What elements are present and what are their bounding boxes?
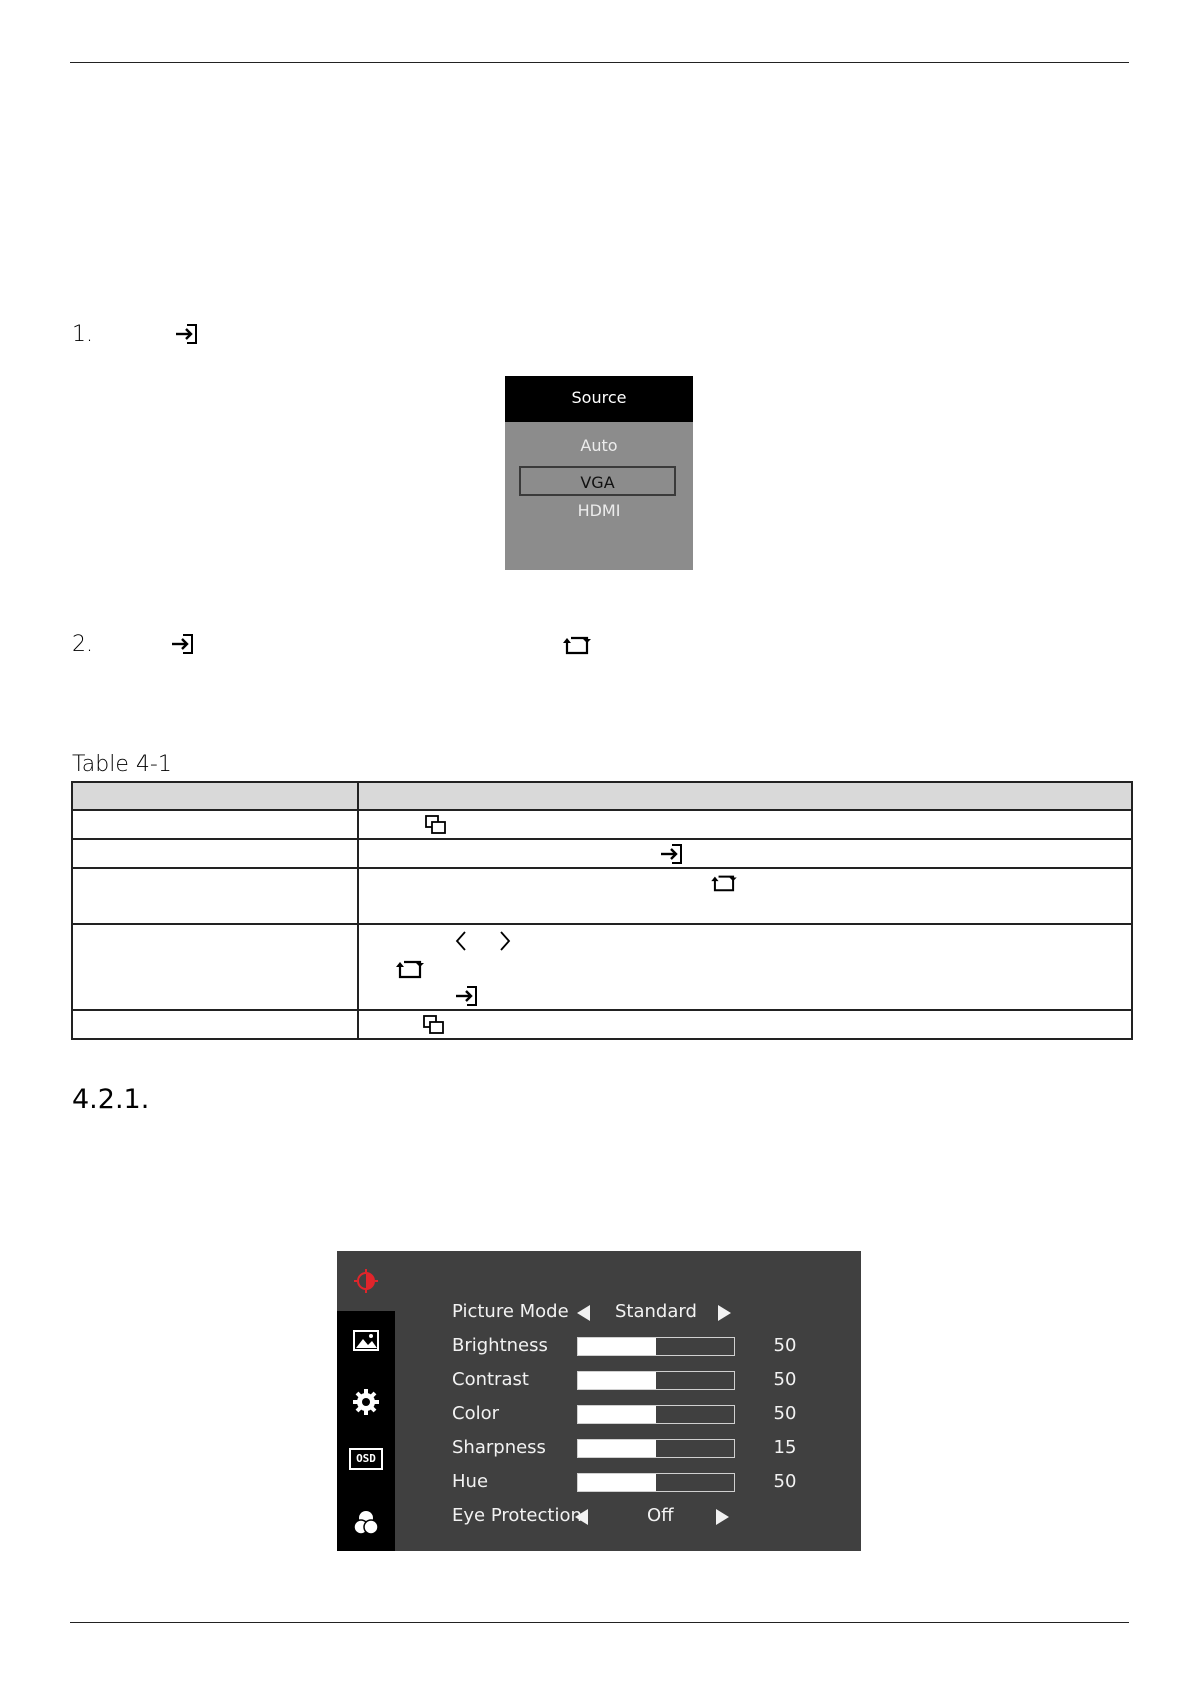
sharpness-slider[interactable] [577, 1439, 735, 1458]
table-row [72, 1010, 1132, 1039]
contrast-value: 50 [773, 1369, 797, 1390]
color-label: Color [452, 1403, 499, 1424]
image-icon[interactable] [351, 1326, 381, 1356]
sharpness-label: Sharpness [452, 1437, 546, 1458]
hue-slider[interactable] [577, 1473, 735, 1492]
picture-mode-right-arrow[interactable] [718, 1305, 731, 1321]
table-header-cell [358, 782, 1132, 810]
eye-protection-right-arrow[interactable] [716, 1509, 729, 1525]
sharpness-fill [578, 1440, 656, 1457]
source-menu-title: Source [505, 376, 693, 422]
color-slider[interactable] [577, 1405, 735, 1424]
contrast-label: Contrast [452, 1369, 529, 1390]
footer-rule [70, 1622, 1129, 1623]
hue-fill [578, 1474, 656, 1491]
confirm-loop-icon [563, 634, 591, 656]
source-option-vga[interactable]: VGA [519, 466, 676, 496]
table-cell [358, 839, 1132, 868]
hue-label: Hue [452, 1471, 489, 1492]
table-cell [358, 810, 1132, 839]
picture-mode-label: Picture Mode [452, 1301, 569, 1322]
color-value: 50 [773, 1403, 797, 1424]
step-1-number: 1. [72, 322, 93, 347]
input-source-icon [454, 985, 480, 1007]
table-cell [72, 839, 358, 868]
table-caption: Table 4-1 [72, 752, 172, 777]
section-number: 4.2.1. [72, 1084, 150, 1115]
eye-protection-value: Off [647, 1505, 674, 1526]
table-cell [72, 1010, 358, 1039]
contrast-fill [578, 1372, 656, 1389]
right-arrow-icon [498, 930, 512, 952]
step-2-number: 2. [72, 632, 93, 657]
table-cell [358, 924, 1132, 1010]
osd-menu [337, 1251, 861, 1551]
confirm-loop-icon [711, 873, 737, 893]
table-cell [72, 868, 358, 924]
table-row [72, 810, 1132, 839]
color-fill [578, 1406, 656, 1423]
input-source-icon [659, 843, 685, 865]
table-cell [72, 810, 358, 839]
left-arrow-icon [454, 930, 468, 952]
brightness-fill [578, 1338, 656, 1355]
table-header-row [72, 782, 1132, 810]
hue-value: 50 [773, 1471, 797, 1492]
table-row [72, 924, 1132, 1010]
sharpness-value: 15 [773, 1437, 797, 1458]
confirm-loop-icon [396, 958, 424, 980]
osd-icon[interactable]: OSD [349, 1448, 383, 1470]
settings-icon[interactable] [351, 1387, 381, 1417]
source-option-hdmi[interactable]: HDMI [577, 501, 621, 520]
table-row [72, 839, 1132, 868]
table-cell [72, 924, 358, 1010]
osd-sidebar [337, 1251, 395, 1551]
contrast-slider[interactable] [577, 1371, 735, 1390]
input-source-icon [170, 633, 196, 655]
header-rule [70, 62, 1129, 63]
menu-icon [424, 814, 448, 836]
menu-icon [422, 1014, 446, 1036]
source-option-auto[interactable]: Auto [580, 436, 618, 455]
key-function-table [71, 781, 1133, 1040]
input-source-icon [174, 323, 200, 345]
eye-protection-label: Eye Protection [452, 1505, 582, 1526]
brightness-slider[interactable] [577, 1337, 735, 1356]
color-icon[interactable] [351, 1508, 381, 1538]
picture-quality-icon [351, 1266, 381, 1296]
brightness-value: 50 [773, 1335, 797, 1356]
table-header-cell [72, 782, 358, 810]
eye-protection-left-arrow[interactable] [575, 1509, 588, 1525]
osd-active-tab[interactable] [337, 1251, 395, 1311]
table-cell [358, 1010, 1132, 1039]
table-cell [358, 868, 1132, 924]
source-menu [505, 376, 693, 570]
picture-mode-value: Standard [615, 1301, 697, 1322]
table-row [72, 868, 1132, 924]
brightness-label: Brightness [452, 1335, 548, 1356]
picture-mode-left-arrow[interactable] [577, 1305, 590, 1321]
